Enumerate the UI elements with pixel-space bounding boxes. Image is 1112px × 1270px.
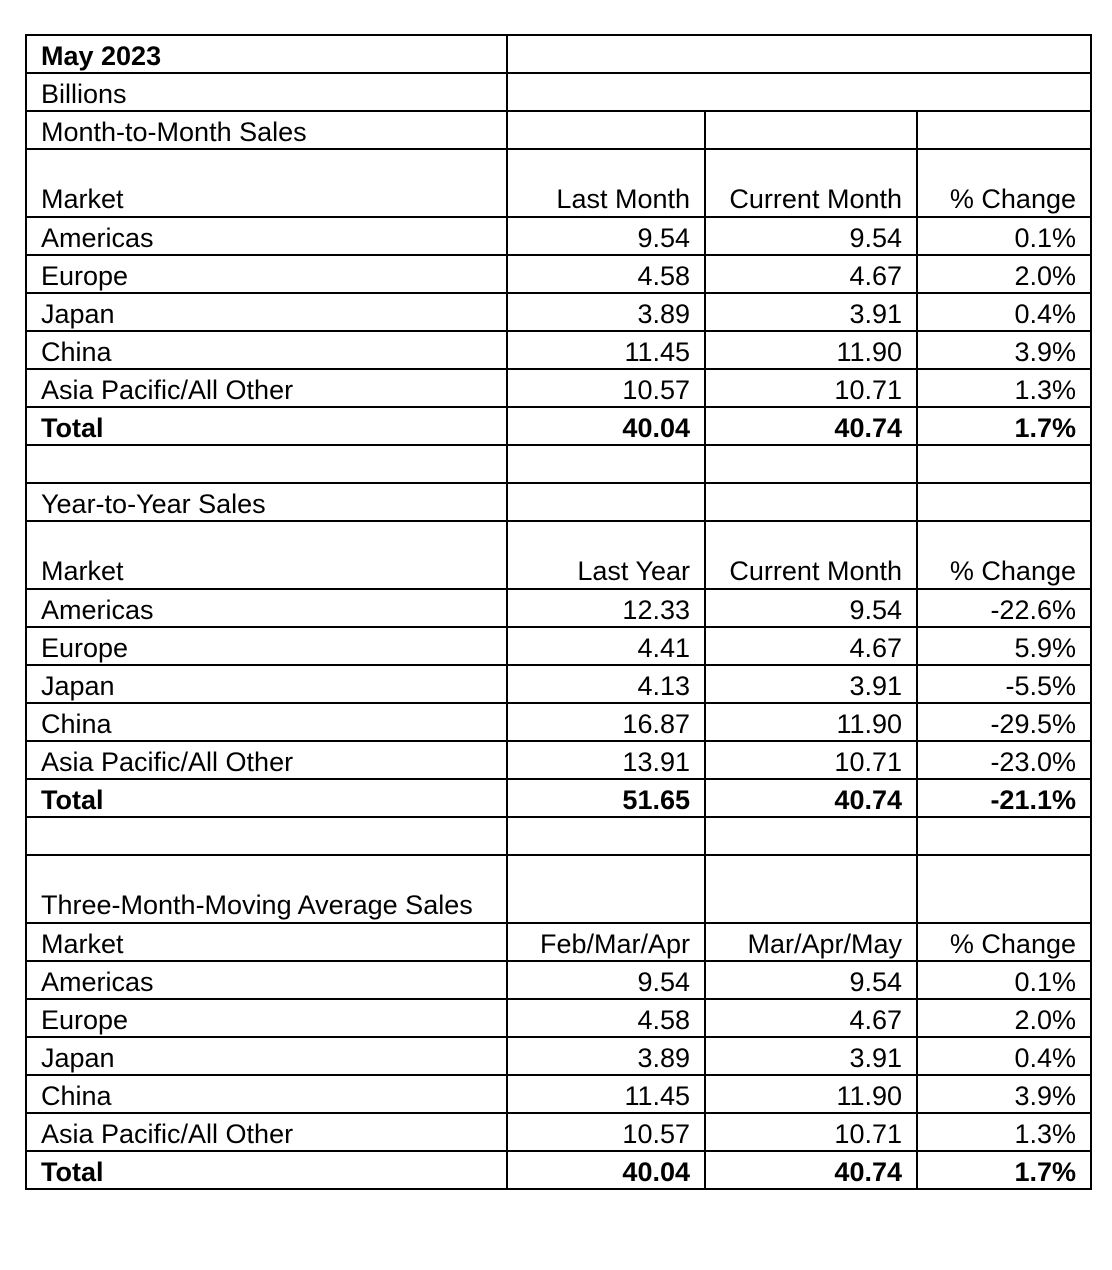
total-value: 1.7% bbox=[917, 407, 1091, 445]
value-cell: 5.9% bbox=[917, 627, 1091, 665]
value-cell: 1.3% bbox=[917, 369, 1091, 407]
value-cell: 10.71 bbox=[705, 741, 917, 779]
sales-table bbox=[25, 34, 1092, 1190]
column-header: Mar/Apr/May bbox=[705, 923, 917, 961]
empty-cell bbox=[705, 483, 917, 521]
table-row bbox=[26, 293, 1091, 331]
value-cell: 3.89 bbox=[507, 1037, 705, 1075]
value-cell: 3.9% bbox=[917, 1075, 1091, 1113]
column-header-row bbox=[26, 521, 1091, 589]
empty-cell bbox=[917, 111, 1091, 149]
market-name: China bbox=[26, 703, 507, 741]
value-cell: 4.58 bbox=[507, 255, 705, 293]
value-cell: 4.67 bbox=[705, 627, 917, 665]
value-cell: 2.0% bbox=[917, 999, 1091, 1037]
value-cell: 10.57 bbox=[507, 369, 705, 407]
empty-cell bbox=[507, 111, 705, 149]
units-row-empty-cell bbox=[507, 73, 1091, 111]
total-label: Total bbox=[26, 407, 507, 445]
value-cell: 11.45 bbox=[507, 1075, 705, 1113]
value-cell: 9.54 bbox=[705, 961, 917, 999]
value-cell: 11.90 bbox=[705, 1075, 917, 1113]
column-header-row bbox=[26, 149, 1091, 217]
market-name: Asia Pacific/All Other bbox=[26, 1113, 507, 1151]
units-label: Billions bbox=[26, 73, 507, 111]
empty-cell bbox=[705, 111, 917, 149]
sales-table-body bbox=[26, 35, 1091, 1189]
column-header: Market bbox=[26, 149, 507, 217]
column-header: % Change bbox=[917, 521, 1091, 589]
empty-cell bbox=[26, 445, 507, 483]
table-row bbox=[26, 961, 1091, 999]
empty-cell bbox=[507, 817, 705, 855]
empty-cell bbox=[917, 817, 1091, 855]
value-cell: 4.67 bbox=[705, 999, 917, 1037]
market-name: China bbox=[26, 1075, 507, 1113]
total-value: 51.65 bbox=[507, 779, 705, 817]
column-header: Market bbox=[26, 923, 507, 961]
value-cell: 11.90 bbox=[705, 331, 917, 369]
total-row bbox=[26, 1151, 1091, 1189]
table-row bbox=[26, 1113, 1091, 1151]
column-header: Last Month bbox=[507, 149, 705, 217]
units-row bbox=[26, 73, 1091, 111]
market-name: China bbox=[26, 331, 507, 369]
value-cell: 10.57 bbox=[507, 1113, 705, 1151]
empty-cell bbox=[26, 817, 507, 855]
value-cell: 0.1% bbox=[917, 961, 1091, 999]
section-heading-row bbox=[26, 855, 1091, 923]
value-cell: -5.5% bbox=[917, 665, 1091, 703]
total-label: Total bbox=[26, 1151, 507, 1189]
value-cell: -22.6% bbox=[917, 589, 1091, 627]
total-value: 40.04 bbox=[507, 407, 705, 445]
empty-cell bbox=[917, 483, 1091, 521]
column-header: Feb/Mar/Apr bbox=[507, 923, 705, 961]
section-heading: Year-to-Year Sales bbox=[26, 483, 507, 521]
spacer-row bbox=[26, 817, 1091, 855]
table-row bbox=[26, 1075, 1091, 1113]
table-row bbox=[26, 589, 1091, 627]
total-value: 40.74 bbox=[705, 407, 917, 445]
report-title: May 2023 bbox=[26, 35, 507, 73]
market-name: Europe bbox=[26, 999, 507, 1037]
market-name: Japan bbox=[26, 1037, 507, 1075]
total-value: 1.7% bbox=[917, 1151, 1091, 1189]
table-row bbox=[26, 369, 1091, 407]
empty-cell bbox=[507, 855, 705, 923]
value-cell: 10.71 bbox=[705, 1113, 917, 1151]
value-cell: 16.87 bbox=[507, 703, 705, 741]
title-row-empty-cell bbox=[507, 35, 1091, 73]
value-cell: 11.45 bbox=[507, 331, 705, 369]
column-header-row bbox=[26, 923, 1091, 961]
table-row bbox=[26, 1037, 1091, 1075]
value-cell: 0.4% bbox=[917, 293, 1091, 331]
empty-cell bbox=[705, 445, 917, 483]
empty-cell bbox=[507, 445, 705, 483]
value-cell: 3.91 bbox=[705, 293, 917, 331]
section-heading-row bbox=[26, 111, 1091, 149]
column-header: % Change bbox=[917, 923, 1091, 961]
value-cell: -23.0% bbox=[917, 741, 1091, 779]
total-value: 40.74 bbox=[705, 1151, 917, 1189]
value-cell: 4.41 bbox=[507, 627, 705, 665]
value-cell: 3.9% bbox=[917, 331, 1091, 369]
empty-cell bbox=[705, 855, 917, 923]
value-cell: 11.90 bbox=[705, 703, 917, 741]
market-name: Asia Pacific/All Other bbox=[26, 741, 507, 779]
section-heading: Three-Month-Moving Average Sales bbox=[26, 855, 507, 923]
market-name: Americas bbox=[26, 217, 507, 255]
table-row bbox=[26, 741, 1091, 779]
value-cell: 3.89 bbox=[507, 293, 705, 331]
spacer-row bbox=[26, 445, 1091, 483]
total-label: Total bbox=[26, 779, 507, 817]
value-cell: 2.0% bbox=[917, 255, 1091, 293]
title-row bbox=[26, 35, 1091, 73]
total-value: -21.1% bbox=[917, 779, 1091, 817]
total-row bbox=[26, 407, 1091, 445]
value-cell: 9.54 bbox=[507, 961, 705, 999]
total-row bbox=[26, 779, 1091, 817]
market-name: Japan bbox=[26, 293, 507, 331]
value-cell: 9.54 bbox=[705, 217, 917, 255]
value-cell: 4.13 bbox=[507, 665, 705, 703]
value-cell: -29.5% bbox=[917, 703, 1091, 741]
value-cell: 13.91 bbox=[507, 741, 705, 779]
market-name: Americas bbox=[26, 589, 507, 627]
table-row bbox=[26, 255, 1091, 293]
market-name: Asia Pacific/All Other bbox=[26, 369, 507, 407]
table-row bbox=[26, 665, 1091, 703]
empty-cell bbox=[917, 445, 1091, 483]
value-cell: 12.33 bbox=[507, 589, 705, 627]
empty-cell bbox=[705, 817, 917, 855]
market-name: Europe bbox=[26, 255, 507, 293]
total-value: 40.74 bbox=[705, 779, 917, 817]
value-cell: 0.4% bbox=[917, 1037, 1091, 1075]
value-cell: 4.58 bbox=[507, 999, 705, 1037]
value-cell: 10.71 bbox=[705, 369, 917, 407]
column-header: Last Year bbox=[507, 521, 705, 589]
column-header: Current Month bbox=[705, 521, 917, 589]
section-heading: Month-to-Month Sales bbox=[26, 111, 507, 149]
column-header: % Change bbox=[917, 149, 1091, 217]
value-cell: 9.54 bbox=[507, 217, 705, 255]
column-header: Current Month bbox=[705, 149, 917, 217]
table-row bbox=[26, 331, 1091, 369]
value-cell: 4.67 bbox=[705, 255, 917, 293]
section-heading-row bbox=[26, 483, 1091, 521]
market-name: Europe bbox=[26, 627, 507, 665]
table-row bbox=[26, 627, 1091, 665]
market-name: Japan bbox=[26, 665, 507, 703]
value-cell: 1.3% bbox=[917, 1113, 1091, 1151]
value-cell: 9.54 bbox=[705, 589, 917, 627]
table-row bbox=[26, 217, 1091, 255]
value-cell: 0.1% bbox=[917, 217, 1091, 255]
value-cell: 3.91 bbox=[705, 1037, 917, 1075]
table-row bbox=[26, 703, 1091, 741]
column-header: Market bbox=[26, 521, 507, 589]
empty-cell bbox=[917, 855, 1091, 923]
market-name: Americas bbox=[26, 961, 507, 999]
total-value: 40.04 bbox=[507, 1151, 705, 1189]
empty-cell bbox=[507, 483, 705, 521]
value-cell: 3.91 bbox=[705, 665, 917, 703]
table-row bbox=[26, 999, 1091, 1037]
